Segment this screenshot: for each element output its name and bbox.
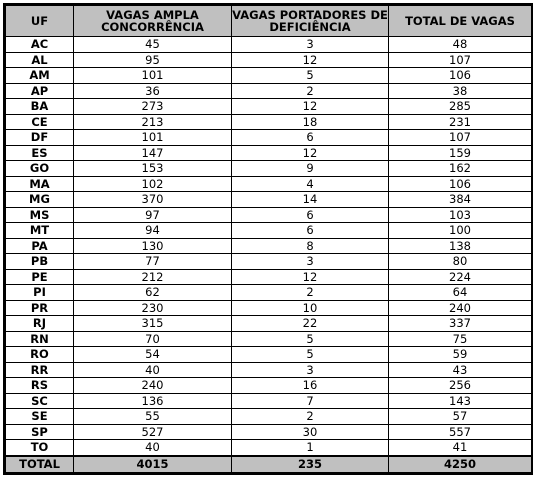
- cell-uf: GO: [6, 161, 74, 177]
- header-ampla-concorrencia: VAGAS AMPLA CONCORRÊNCIA: [74, 6, 232, 37]
- cell-uf: DF: [6, 130, 74, 146]
- cell-portadores-deficiencia: 4: [232, 176, 389, 192]
- cell-total-vagas: 59: [389, 347, 532, 363]
- cell-ampla-concorrencia: 153: [74, 161, 232, 177]
- cell-uf: BA: [6, 99, 74, 115]
- cell-uf: RO: [6, 347, 74, 363]
- cell-uf: RS: [6, 378, 74, 394]
- cell-ampla-concorrencia: 36: [74, 83, 232, 99]
- cell-ampla-concorrencia: 212: [74, 269, 232, 285]
- table-row: [6, 161, 532, 177]
- header-total-vagas: TOTAL DE VAGAS: [389, 6, 532, 37]
- cell-total-vagas: 231: [389, 114, 532, 130]
- vacancies-table: [5, 5, 532, 473]
- table-header: [6, 6, 532, 37]
- totals-label: TOTAL: [6, 456, 74, 473]
- table-row: [6, 285, 532, 301]
- cell-portadores-deficiencia: 16: [232, 378, 389, 394]
- cell-portadores-deficiencia: 2: [232, 285, 389, 301]
- cell-total-vagas: 48: [389, 37, 532, 53]
- header-portadores-deficiencia: VAGAS PORTADORES DE DEFICIÊNCIA: [232, 6, 389, 37]
- cell-ampla-concorrencia: 101: [74, 68, 232, 84]
- table-row: [6, 347, 532, 363]
- totals-row: [6, 456, 532, 473]
- cell-uf: MS: [6, 207, 74, 223]
- cell-total-vagas: 80: [389, 254, 532, 270]
- cell-uf: RR: [6, 362, 74, 378]
- cell-ampla-concorrencia: 147: [74, 145, 232, 161]
- cell-uf: RJ: [6, 316, 74, 332]
- cell-portadores-deficiencia: 10: [232, 300, 389, 316]
- table-footer: [6, 456, 532, 473]
- cell-portadores-deficiencia: 9: [232, 161, 389, 177]
- cell-uf: ES: [6, 145, 74, 161]
- cell-total-vagas: 38: [389, 83, 532, 99]
- cell-total-vagas: 106: [389, 176, 532, 192]
- table-row: [6, 52, 532, 68]
- cell-portadores-deficiencia: 3: [232, 37, 389, 53]
- cell-total-vagas: 100: [389, 223, 532, 239]
- table-row: [6, 331, 532, 347]
- cell-uf: MG: [6, 192, 74, 208]
- totals-total: 4250: [389, 456, 532, 473]
- cell-total-vagas: 224: [389, 269, 532, 285]
- cell-total-vagas: 159: [389, 145, 532, 161]
- cell-portadores-deficiencia: 22: [232, 316, 389, 332]
- cell-portadores-deficiencia: 5: [232, 68, 389, 84]
- cell-total-vagas: 107: [389, 52, 532, 68]
- cell-ampla-concorrencia: 130: [74, 238, 232, 254]
- cell-portadores-deficiencia: 18: [232, 114, 389, 130]
- table-row: [6, 269, 532, 285]
- totals-deficiencia: 235: [232, 456, 389, 473]
- cell-total-vagas: 138: [389, 238, 532, 254]
- table-row: [6, 37, 532, 53]
- cell-total-vagas: 75: [389, 331, 532, 347]
- cell-ampla-concorrencia: 240: [74, 378, 232, 394]
- cell-total-vagas: 107: [389, 130, 532, 146]
- cell-ampla-concorrencia: 97: [74, 207, 232, 223]
- cell-uf: PB: [6, 254, 74, 270]
- table-row: [6, 99, 532, 115]
- cell-total-vagas: 337: [389, 316, 532, 332]
- cell-ampla-concorrencia: 370: [74, 192, 232, 208]
- table-row: [6, 176, 532, 192]
- cell-ampla-concorrencia: 40: [74, 440, 232, 456]
- cell-portadores-deficiencia: 12: [232, 269, 389, 285]
- totals-ampla: 4015: [74, 456, 232, 473]
- cell-portadores-deficiencia: 6: [232, 130, 389, 146]
- cell-uf: AM: [6, 68, 74, 84]
- vacancies-table-container: [3, 3, 533, 475]
- table-row: [6, 300, 532, 316]
- cell-ampla-concorrencia: 54: [74, 347, 232, 363]
- cell-portadores-deficiencia: 30: [232, 424, 389, 440]
- cell-uf: MA: [6, 176, 74, 192]
- cell-portadores-deficiencia: 12: [232, 145, 389, 161]
- cell-ampla-concorrencia: 136: [74, 393, 232, 409]
- cell-uf: CE: [6, 114, 74, 130]
- header-row: [6, 6, 532, 37]
- cell-total-vagas: 41: [389, 440, 532, 456]
- cell-total-vagas: 143: [389, 393, 532, 409]
- cell-portadores-deficiencia: 2: [232, 83, 389, 99]
- table-row: [6, 68, 532, 84]
- cell-total-vagas: 256: [389, 378, 532, 394]
- cell-ampla-concorrencia: 101: [74, 130, 232, 146]
- cell-ampla-concorrencia: 527: [74, 424, 232, 440]
- table-row: [6, 238, 532, 254]
- table-row: [6, 378, 532, 394]
- cell-ampla-concorrencia: 315: [74, 316, 232, 332]
- cell-portadores-deficiencia: 14: [232, 192, 389, 208]
- cell-portadores-deficiencia: 5: [232, 331, 389, 347]
- cell-portadores-deficiencia: 3: [232, 254, 389, 270]
- cell-total-vagas: 103: [389, 207, 532, 223]
- cell-portadores-deficiencia: 3: [232, 362, 389, 378]
- cell-portadores-deficiencia: 8: [232, 238, 389, 254]
- header-uf: UF: [6, 6, 74, 37]
- table-row: [6, 207, 532, 223]
- cell-uf: PI: [6, 285, 74, 301]
- table-row: [6, 114, 532, 130]
- cell-uf: SP: [6, 424, 74, 440]
- cell-portadores-deficiencia: 6: [232, 223, 389, 239]
- cell-ampla-concorrencia: 94: [74, 223, 232, 239]
- cell-ampla-concorrencia: 213: [74, 114, 232, 130]
- cell-total-vagas: 162: [389, 161, 532, 177]
- cell-ampla-concorrencia: 40: [74, 362, 232, 378]
- cell-ampla-concorrencia: 102: [74, 176, 232, 192]
- table-row: [6, 83, 532, 99]
- cell-total-vagas: 64: [389, 285, 532, 301]
- cell-total-vagas: 384: [389, 192, 532, 208]
- cell-portadores-deficiencia: 5: [232, 347, 389, 363]
- cell-ampla-concorrencia: 95: [74, 52, 232, 68]
- table-row: [6, 393, 532, 409]
- cell-ampla-concorrencia: 45: [74, 37, 232, 53]
- cell-uf: AL: [6, 52, 74, 68]
- table-row: [6, 316, 532, 332]
- table-row: [6, 409, 532, 425]
- cell-ampla-concorrencia: 77: [74, 254, 232, 270]
- cell-ampla-concorrencia: 273: [74, 99, 232, 115]
- cell-total-vagas: 240: [389, 300, 532, 316]
- cell-portadores-deficiencia: 1: [232, 440, 389, 456]
- cell-portadores-deficiencia: 7: [232, 393, 389, 409]
- cell-total-vagas: 106: [389, 68, 532, 84]
- cell-ampla-concorrencia: 55: [74, 409, 232, 425]
- cell-uf: PE: [6, 269, 74, 285]
- table-body: [6, 37, 532, 456]
- cell-total-vagas: 285: [389, 99, 532, 115]
- cell-uf: RN: [6, 331, 74, 347]
- cell-uf: AC: [6, 37, 74, 53]
- cell-ampla-concorrencia: 230: [74, 300, 232, 316]
- cell-portadores-deficiencia: 2: [232, 409, 389, 425]
- cell-total-vagas: 57: [389, 409, 532, 425]
- table-row: [6, 192, 532, 208]
- table-row: [6, 424, 532, 440]
- table-row: [6, 223, 532, 239]
- cell-uf: PA: [6, 238, 74, 254]
- cell-portadores-deficiencia: 6: [232, 207, 389, 223]
- table-row: [6, 145, 532, 161]
- cell-uf: TO: [6, 440, 74, 456]
- table-row: [6, 440, 532, 456]
- cell-uf: SC: [6, 393, 74, 409]
- cell-ampla-concorrencia: 62: [74, 285, 232, 301]
- cell-portadores-deficiencia: 12: [232, 52, 389, 68]
- cell-total-vagas: 43: [389, 362, 532, 378]
- cell-total-vagas: 557: [389, 424, 532, 440]
- cell-uf: SE: [6, 409, 74, 425]
- table-row: [6, 130, 532, 146]
- cell-portadores-deficiencia: 12: [232, 99, 389, 115]
- cell-ampla-concorrencia: 70: [74, 331, 232, 347]
- table-row: [6, 254, 532, 270]
- cell-uf: MT: [6, 223, 74, 239]
- cell-uf: PR: [6, 300, 74, 316]
- table-row: [6, 362, 532, 378]
- cell-uf: AP: [6, 83, 74, 99]
